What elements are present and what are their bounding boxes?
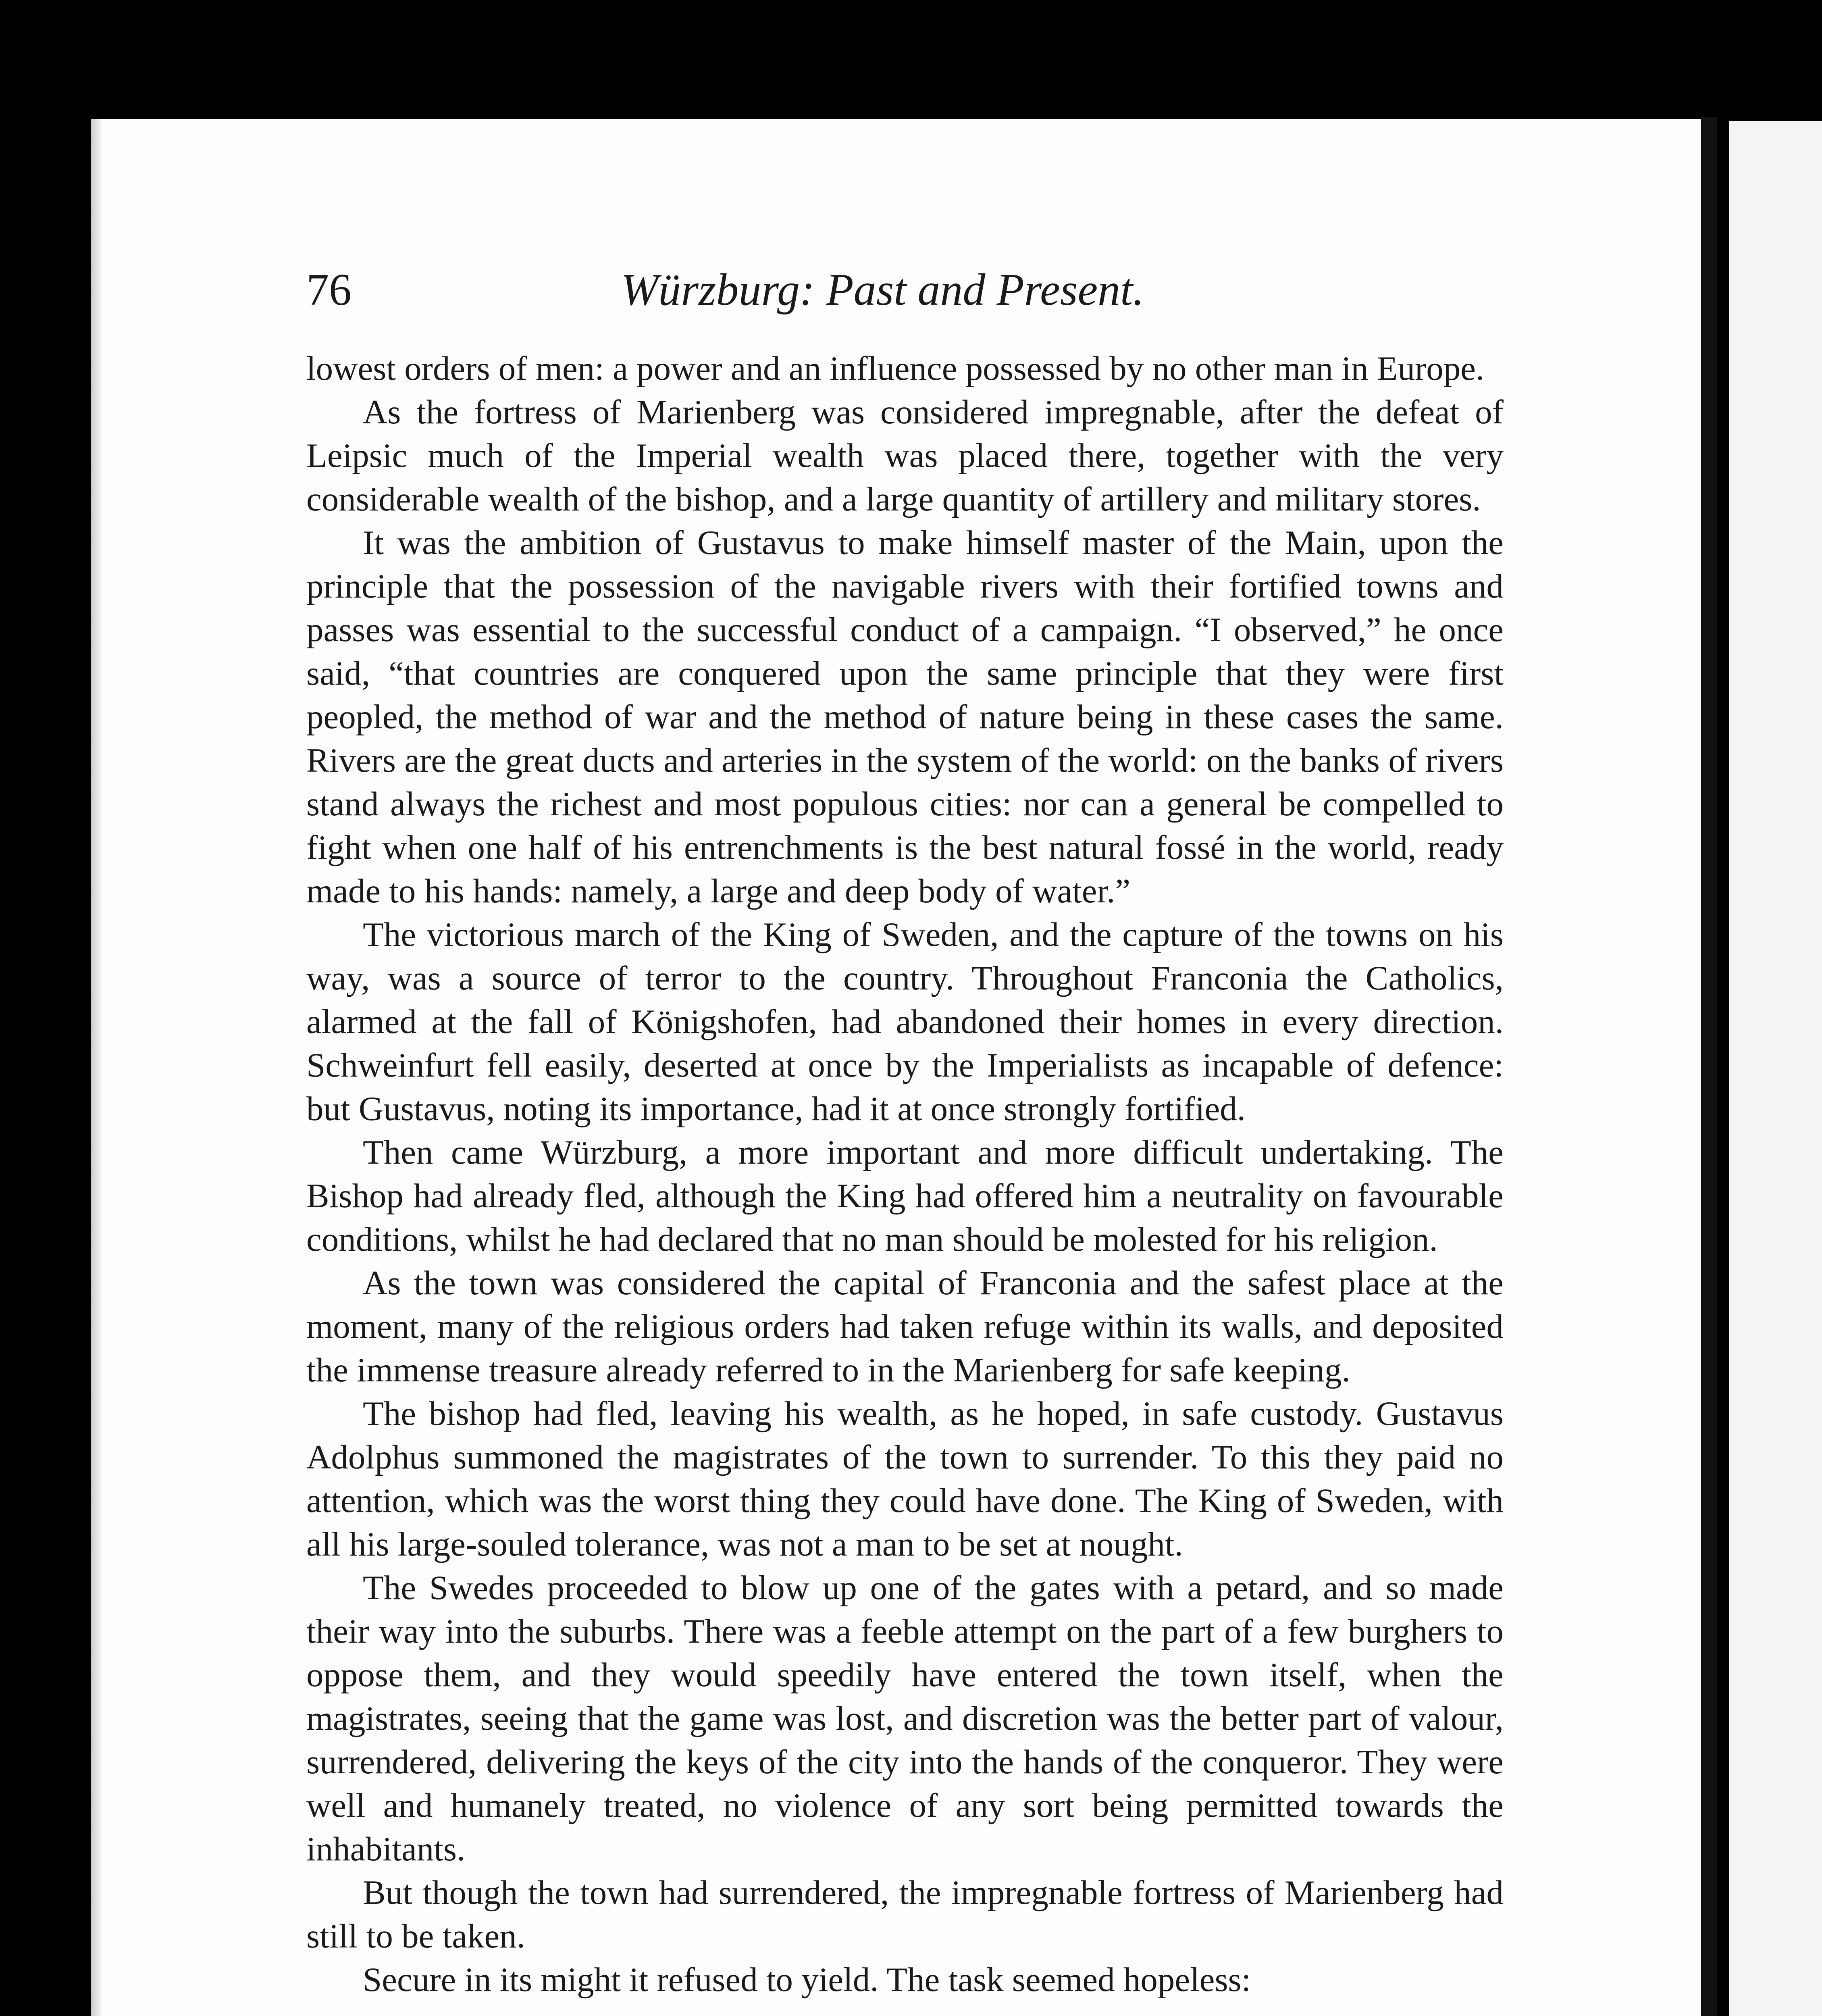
facing-page-edge xyxy=(1729,121,1822,2016)
paragraph: As the town was considered the capital of Franconia and the safest place at the moment, many of the religious orders had taken refuge within its walls, and deposited the immense treasure already referred to in the Marienberg for safe keeping. xyxy=(306,1264,1504,1389)
paragraph: As the fortress of Marienberg was considered impregnable, after the defeat of Leipsic much of the Imperial wealth was placed there, together with the very considerable wealth of the bishop, and a large quantity of artillery and military stores. xyxy=(306,393,1504,518)
running-head: Würzburg: Past and Present. xyxy=(621,265,1144,315)
page-header xyxy=(306,264,1491,315)
page-edge xyxy=(1701,117,1717,2016)
body-text xyxy=(306,347,1504,2001)
page-gutter-shadow xyxy=(91,119,103,2016)
paragraph: The victorious march of the King of Sweden, and the capture of the towns on his way, was a source of terror to the country. Throughout Franconia the Catholics, alarmed at the fall of Königshofen, had abandoned their homes in every direction. Schweinfurt fell easily, deserted at once by the Imperialists as incapable of defence: but Gustavus, noting its importance, had it at once strongly fortified. xyxy=(306,916,1504,1128)
paragraph: The bishop had fled, leaving his wealth, as he hoped, in safe custody. Gustavus Adolphus summoned the magistrates of the town to surrender. To this they paid no attention, which was the worst thing they could have done. The King of Sweden, with all his large-souled tolerance, was not a man to be set at nought. xyxy=(306,1395,1504,1563)
paragraph: The Swedes proceeded to blow up one of the gates with a petard, and so made their way into the suburbs. There was a feeble attempt on the part of a few burghers to oppose them, and they would speedily have entered the town itself, when the magistrates, seeing that the game was lost, and discretion was the better part of valour, surrendered, delivering the keys of the city into the hands of the conqueror. They were well and humanely treated, no violence of any sort being permitted towards the inhabitants. xyxy=(306,1569,1504,1868)
paragraph: Secure in its might it refused to yield. The task seemed hopeless: xyxy=(363,1961,1251,1999)
page-number: 76 xyxy=(306,265,352,315)
paragraph: But though the town had surrendered, the impregnable fortress of Marienberg had still to be taken. xyxy=(306,1874,1504,1955)
paragraph: lowest orders of men: a power and an influence possessed by no other man in Europe. xyxy=(306,350,1485,387)
paragraph: It was the ambition of Gustavus to make himself master of the Main, upon the principle that the possession of the navigable rivers with their fortified towns and passes was essential to the successful conduct of a campaign. “I observed,” he once said, “that countries are conquered upon the same principle that they were first peopled, the method of war and the method of nature being in these cases the same. Rivers are the great ducts and arteries in the system of the world: on the banks of rivers stand always the richest and most populous cities: nor can a general be compelled to fight when one half of his entrenchments is the best natural fossé in the world, ready made to his hands: namely, a large and deep body of water.” xyxy=(306,524,1504,910)
paragraph: Then came Würzburg, a more important and more difficult undertaking. The Bishop had already fled, although the King had offered him a neutrality on favourable conditions, whilst he had declared that no man should be molested for his religion. xyxy=(306,1133,1504,1258)
